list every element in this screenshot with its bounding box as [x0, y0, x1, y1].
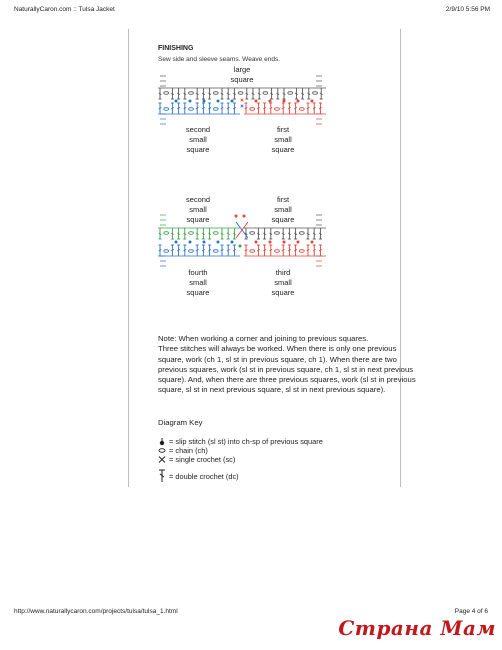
chain-stitch — [213, 250, 218, 253]
chain-stitch — [250, 108, 255, 111]
slip-stitch — [217, 241, 220, 244]
second-small-square-label-2: second small square — [185, 195, 211, 224]
slip-stitch — [283, 100, 286, 103]
print-timestamp: 2/9/10 5:56 PM — [445, 6, 490, 13]
slip-stitch — [311, 241, 314, 244]
fourth-small-square-label: fourth small square — [186, 268, 210, 297]
key-item-chain: = chain (ch) — [158, 446, 208, 455]
chain-stitch — [189, 232, 194, 235]
slip-stitch — [243, 215, 246, 218]
slip-stitch — [255, 100, 258, 103]
slip-stitch — [203, 100, 206, 103]
chain-stitch — [213, 92, 218, 95]
diagram-key-title: Diagram Key — [158, 418, 203, 427]
chain-stitch — [189, 108, 194, 111]
chain-stitch — [299, 232, 304, 235]
chain-stitch — [164, 108, 169, 111]
first-small-square-label-2: first small square — [271, 195, 295, 224]
chain-stitch — [275, 108, 280, 111]
slip-stitch — [283, 241, 286, 244]
chain-stitch — [164, 250, 169, 253]
chain-stitch — [250, 232, 255, 235]
chain-stitch — [213, 232, 218, 235]
slip-stitch — [297, 100, 300, 103]
slip-stitch — [217, 100, 220, 103]
corner-joining-note: Note: When working a corner and joining to previous squares. Three stitches will always be worked. When there is only one previous square, work (ch 1, sl st in previous square, ch 1). When there are two previous squares, work (sl st in previous square, ch 1, sl st in next previous square). And, when there are three previous squares, work (sl st in previous square, sl st in next previous square, sl st in next previous square). — [158, 334, 416, 395]
chain-stitch — [250, 250, 255, 253]
chain-stitch — [299, 108, 304, 111]
chain-stitch — [189, 250, 194, 253]
chain-stitch — [164, 232, 169, 235]
slip-stitch — [297, 241, 300, 244]
slip-stitch — [239, 245, 242, 248]
key-item-single-crochet: = single crochet (sc) — [158, 455, 235, 464]
page-number: Page 4 of 6 — [454, 608, 488, 615]
chain-stitch — [213, 108, 218, 111]
chain-stitch — [275, 250, 280, 253]
chain-stitch — [299, 250, 304, 253]
finishing-heading: FINISHING — [158, 45, 194, 52]
chain-icon — [158, 446, 166, 455]
slip-stitch-icon — [158, 437, 166, 446]
slip-stitch — [189, 100, 192, 103]
browser-print-title: NaturallyCaron.com :: Tulsa Jacket — [14, 6, 115, 13]
page-url: http://www.naturallycaron.com/projects/tulsa/tulsa_1.html — [14, 608, 178, 615]
second-small-square-label: second small square — [185, 125, 211, 154]
key-item-double-crochet: = double crochet (dc) — [158, 469, 239, 483]
chain-stitch — [238, 92, 243, 95]
slip-stitch — [189, 241, 192, 244]
key-item-slip-stitch: = slip stitch (sl st) into ch-sp of previous square — [158, 437, 323, 446]
diagram-two-squares-join — [158, 76, 326, 124]
slip-stitch — [203, 241, 206, 244]
slip-stitch — [231, 241, 234, 244]
slip-stitch — [175, 100, 178, 103]
slip-stitch — [235, 215, 238, 218]
chain-stitch — [275, 232, 280, 235]
single-crochet-icon — [158, 455, 166, 464]
slip-stitch — [255, 241, 258, 244]
finishing-instruction: Sew side and sleeve seams. Weave ends. — [158, 56, 281, 63]
double-crochet-icon — [158, 469, 166, 483]
chain-stitch — [164, 92, 169, 95]
slip-stitch — [175, 241, 178, 244]
large-square-label: large square — [230, 65, 254, 84]
slip-stitch — [269, 241, 272, 244]
chain-stitch — [288, 92, 293, 95]
site-watermark: Страна Мам — [338, 616, 496, 640]
slip-stitch — [231, 100, 234, 103]
chain-stitch — [189, 92, 194, 95]
first-small-square-label: first small square — [271, 125, 295, 154]
chain-stitch — [263, 92, 268, 95]
third-small-square-label: third small square — [271, 268, 295, 297]
chain-stitch — [313, 92, 318, 95]
slip-stitch — [269, 100, 272, 103]
diagram-four-squares-join — [158, 215, 326, 267]
slip-stitch — [311, 100, 314, 103]
